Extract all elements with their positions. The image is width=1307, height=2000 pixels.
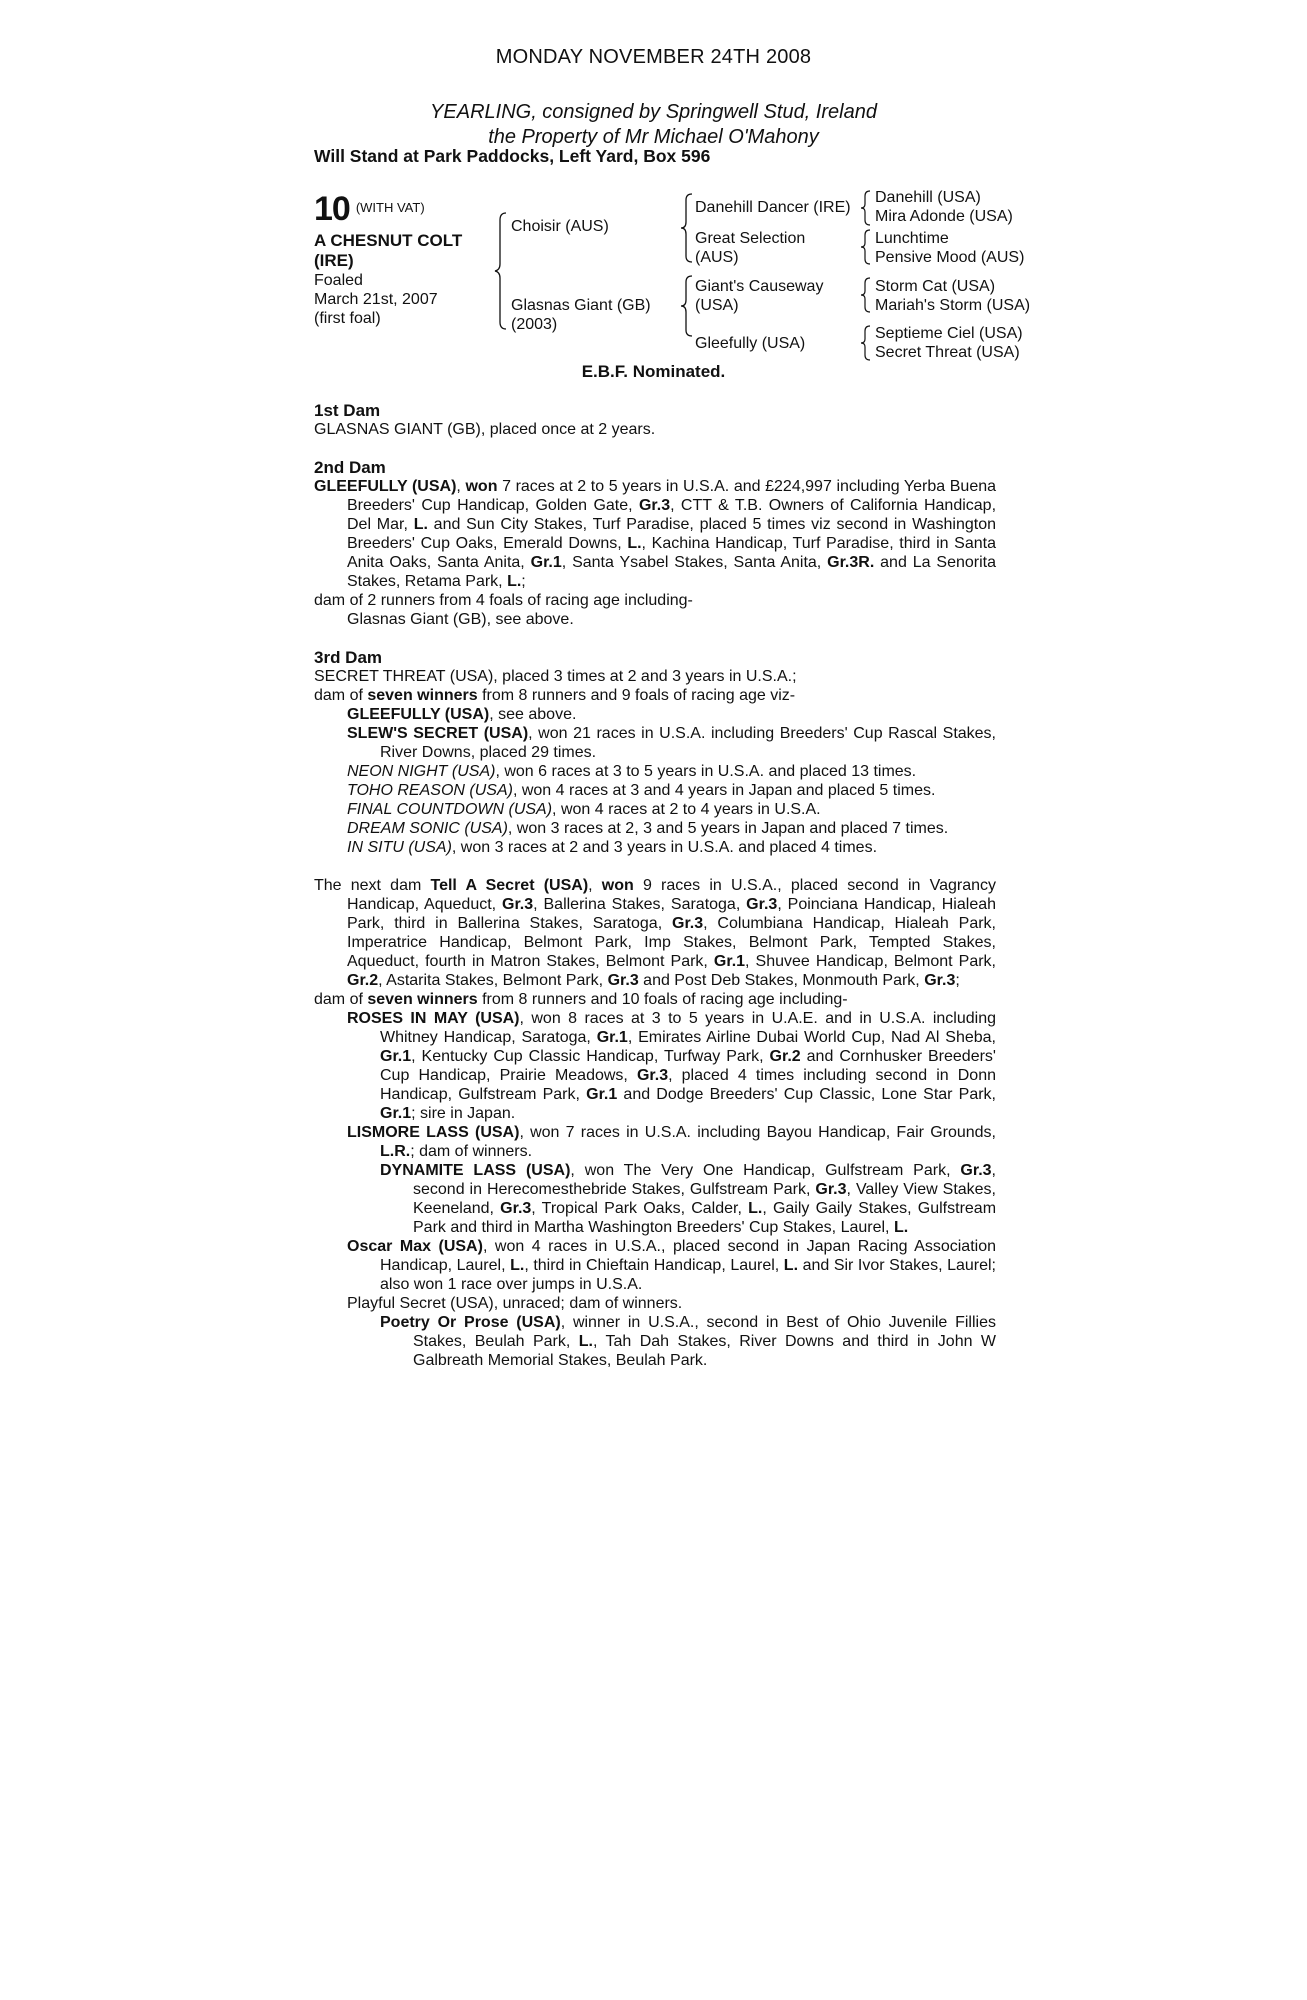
record-text: and Post Deb Stakes, Monmouth Park,	[638, 972, 925, 989]
owner-line: the Property of Mr Michael O'Mahony	[488, 126, 819, 148]
section-heading: 3rd Dam	[314, 648, 383, 667]
next-dam-section	[314, 876, 996, 1370]
grade: Gr.3	[638, 497, 671, 514]
lot-description	[314, 231, 494, 271]
brace-gen3-2	[860, 229, 872, 265]
record-text: , won 3 races at 2 and 3 years in U.S.A. and placed 4 times.	[451, 839, 878, 856]
pedigree-ancestor: Danehill (USA)	[875, 189, 981, 206]
progeny-entry: Playful Secret (USA), unraced; dam of winners.	[347, 1295, 683, 1312]
pedigree-ancestor: Storm Cat (USA)	[875, 278, 996, 295]
pedigree-dam-dam: Gleefully (USA)	[695, 335, 806, 352]
progeny-entry: Glasnas Giant (GB), see above.	[347, 611, 574, 628]
lot-description-line: (IRE)	[314, 251, 354, 270]
grade: Gr.3	[746, 896, 778, 913]
lot-info	[314, 190, 494, 328]
record-text: , Columbiana Handicap, Hialeah Park, Imperatrice Handicap, Belmont Park, Imp Stakes, Belmont Park, Tempted Stakes, Aqueduct, fourth in Matron Stakes, Belmont Park,	[347, 915, 996, 970]
foal-note: (first foal)	[314, 310, 381, 327]
record-text: from 8 runners and 10 foals of racing age including-	[477, 991, 848, 1008]
grade: L.R.	[380, 1143, 411, 1160]
pedigree-sire-dam-line: (AUS)	[695, 249, 739, 266]
horse-name: LISMORE LASS (USA)	[347, 1124, 520, 1141]
grade: L.	[510, 1257, 525, 1274]
pedigree-sire: Choisir (AUS)	[511, 218, 609, 235]
grade: Gr.1	[380, 1105, 412, 1122]
record-text: ; sire in Japan.	[411, 1105, 516, 1122]
vat-note: (WITH VAT)	[355, 200, 425, 215]
grade: Gr.1	[530, 554, 562, 571]
pedigree-sire-sire: Danehill Dancer (IRE)	[695, 199, 851, 216]
horse-name: DREAM SONIC (USA)	[347, 820, 508, 837]
record-text: , won 4 races in U.S.A., placed second in Japan Racing Association Handicap, Laurel,	[380, 1238, 996, 1274]
winners-count: seven winners	[367, 991, 478, 1008]
record-text: , Emirates Airline Dubai World Cup, Nad Al Sheba,	[627, 1029, 997, 1046]
pedigree-dam-sire-line: Giant's Causeway	[695, 278, 824, 295]
second-dam-section	[314, 458, 996, 629]
grade: Gr.3R.	[827, 554, 875, 571]
catalogue-body	[314, 401, 996, 1370]
pedigree-ancestor: Secret Threat (USA)	[875, 344, 1020, 361]
record-text: , Ballerina Stakes, Saratoga,	[533, 896, 747, 913]
horse-name: Tell A Secret (USA)	[430, 877, 589, 894]
grade: L.	[748, 1200, 763, 1217]
brace-gen3-4	[860, 325, 872, 361]
horse-name: SLEW'S SECRET (USA)	[347, 725, 529, 742]
pedigree-dam-year: (2003)	[511, 316, 558, 333]
pedigree-sire-dam-line: Great Selection	[695, 230, 806, 247]
pedigree-gen3-group-2	[875, 229, 1024, 267]
record-text: , Kentucky Cup Classic Handicap, Turfway Park,	[411, 1048, 770, 1065]
record-text: , Shuvee Handicap, Belmont Park,	[745, 953, 997, 970]
pedigree-ancestor: Mariah's Storm (USA)	[875, 297, 1031, 314]
record-text: and Dodge Breeders' Cup Classic, Lone Star Park,	[617, 1086, 997, 1103]
pedigree-gen3-group-3	[875, 277, 1030, 315]
grade: L.	[627, 535, 642, 552]
progeny-entry	[314, 800, 996, 819]
record-text: , Valley View Stakes, Keeneland,	[413, 1181, 996, 1217]
grade: Gr.1	[596, 1029, 628, 1046]
record-text: , won 6 races at 3 to 5 years in U.S.A. and placed 13 times.	[495, 763, 917, 780]
progeny-entry	[314, 705, 996, 724]
second-dam-record: GLEEFULLY (USA), won 7 races at 2 to 5 years in U.S.A. and £224,997 including Yerba Buena Breeders' Cup Handicap, Golden Gate, Gr.3, CTT & T.B. Owners of California Handicap, Del Mar, L. and Sun City Stakes, Turf Paradise, placed 5 times viz second in Washington Breeders' Cup Oaks, Emerald Downs, L., Kachina Handicap, Turf Paradise, third in Santa Anita Oaks, Santa Anita, Gr.1, Santa Ysabel Stakes, Santa Anita, Gr.3R. and La Senorita Stakes, Retama Park, L.;	[314, 478, 997, 590]
consignor-line: YEARLING, consigned by Springwell Stud, Ireland	[430, 101, 877, 123]
horse-name: NEON NIGHT (USA)	[347, 763, 496, 780]
grade: Gr.3	[672, 915, 704, 932]
pedigree-gen3-group-4	[875, 324, 1023, 362]
winners-count: seven winners	[367, 687, 478, 704]
won-word: won	[601, 877, 634, 894]
grade: L.	[783, 1257, 799, 1274]
record-text: dam of	[314, 991, 368, 1008]
grade: L.	[893, 1219, 909, 1236]
grade: L.	[413, 516, 428, 533]
record-text: , Tah Dah Stakes, River Downs and third in John W Galbreath Memorial Stakes, Beulah Park.	[413, 1333, 997, 1369]
horse-name: TOHO REASON (USA)	[347, 782, 513, 799]
dam-of-line	[314, 686, 996, 705]
grade: L.	[578, 1333, 593, 1350]
horse-name: FINAL COUNTDOWN (USA)	[347, 801, 553, 818]
lot-description-line: A CHESNUT COLT	[314, 231, 463, 250]
section-heading: 2nd Dam	[314, 458, 386, 477]
brace-gen3-3	[860, 277, 872, 313]
grand-progeny-entry	[314, 1313, 996, 1370]
grade: Gr.2	[769, 1048, 801, 1065]
record-text: 9 races in U.S.A., placed second in Vagrancy Handicap, Aqueduct,	[347, 877, 997, 913]
record-text: , Tropical Park Oaks, Calder,	[531, 1200, 749, 1217]
consignor-block	[0, 100, 1307, 150]
record-text: and Sun City Stakes, Turf Paradise, placed 5 times viz second in Washington Breeders' Cup Oaks, Emerald Downs,	[347, 516, 997, 552]
grade: Gr.3	[502, 896, 534, 913]
record-text: , won 21 races in U.S.A. including Breeders' Cup Rascal Stakes, River Downs, placed 29 times.	[380, 725, 997, 761]
grade: Gr.3	[815, 1181, 847, 1198]
record-text: , won 8 races at 3 to 5 years in U.A.E. and in U.S.A. including Whitney Handicap, Saratoga,	[380, 1010, 997, 1046]
next-dam-record: The next dam Tell A Secret (USA), won 9 races in U.S.A., placed second in Vagrancy Handicap, Aqueduct, Gr.3, Ballerina Stakes, Saratoga, Gr.3, Poinciana Handicap, Hialeah Park, third in Ballerina Stakes, Saratoga, Gr.3, Columbiana Handicap, Hialeah Park, Imperatrice Handicap, Belmont Park, Imp Stakes, Belmont Park, Tempted Stakes, Aqueduct, fourth in Matron Stakes, Belmont Park, Gr.1, Shuvee Handicap, Belmont Park, Gr.2, Astarita Stakes, Belmont Park, Gr.3 and Post Deb Stakes, Monmouth Park, Gr.3;	[314, 877, 997, 989]
grade: Gr.3	[960, 1162, 992, 1179]
record-text: , Gaily Gaily Stakes, Gulfstream Park and third in Martha Washington Breeders' Cup Stakes, Laurel,	[413, 1200, 997, 1236]
grade: Gr.3	[500, 1200, 532, 1217]
foaled-label: Foaled	[314, 272, 363, 289]
record-text: dam of	[314, 687, 368, 704]
brace-gen3-1	[860, 190, 872, 226]
first-dam-text: GLASNAS GIANT (GB), placed once at 2 years.	[314, 421, 656, 438]
pedigree-dam-sire	[695, 277, 823, 315]
grade: Gr.3	[636, 1067, 669, 1084]
horse-name: Poetry Or Prose (USA)	[380, 1314, 561, 1331]
record-text: , Kachina Handicap, Turf Paradise, third in Santa Anita Oaks, Santa Anita,	[347, 535, 996, 571]
grade: Gr.1	[586, 1086, 618, 1103]
progeny-entry	[314, 781, 996, 800]
record-text: , Astarita Stakes, Belmont Park,	[378, 972, 608, 989]
record-text: , CTT & T.B. Owners of California Handicap, Del Mar,	[347, 497, 997, 533]
won-word: won	[465, 478, 498, 495]
dam-of-line: dam of 2 runners from 4 foals of racing age including-	[314, 592, 693, 609]
record-text: , third in Chieftain Handicap, Laurel,	[524, 1257, 784, 1274]
record-text: ;	[955, 972, 960, 989]
record-text: , winner in U.S.A., second in Best of Ohio Juvenile Fillies Stakes, Beulah Park,	[413, 1314, 996, 1350]
pedigree-ancestor: Septieme Ciel (USA)	[875, 325, 1023, 342]
horse-name: GLEEFULLY (USA)	[314, 478, 457, 495]
progeny-entry	[314, 724, 996, 762]
horse-name: Oscar Max (USA)	[347, 1238, 483, 1255]
progeny-entry	[314, 838, 996, 857]
record-text: ; dam of winners.	[410, 1143, 533, 1160]
record-text: , Poinciana Handicap, Hialeah Park, third in Ballerina Stakes, Saratoga,	[347, 896, 997, 932]
horse-name: GLEEFULLY (USA)	[347, 706, 490, 723]
record-text: and Cornhusker Breeders' Cup Handicap, Prairie Meadows,	[380, 1048, 996, 1084]
stand-location: Will Stand at Park Paddocks, Left Yard, Box 596	[314, 146, 711, 166]
pedigree-dam-sire-line: (USA)	[695, 297, 739, 314]
record-text: and Sir Ivor Stakes, Laurel; also won 1 race over jumps in U.S.A.	[380, 1257, 997, 1293]
pedigree-sire-dam	[695, 229, 805, 267]
third-dam-section	[314, 648, 996, 857]
pedigree-ancestor: Mira Adonde (USA)	[875, 208, 1013, 225]
foaled-date: March 21st, 2007	[314, 291, 438, 308]
progeny-entry	[314, 1009, 996, 1123]
pedigree-dam-name: Glasnas Giant (GB)	[511, 297, 651, 314]
pedigree-ancestor: Pensive Mood (AUS)	[875, 249, 1025, 266]
grand-progeny-entry	[314, 1161, 996, 1237]
horse-name: ROSES IN MAY (USA)	[347, 1010, 520, 1027]
record-text: , won The Very One Handicap, Gulfstream Park,	[570, 1162, 961, 1179]
grade: Gr.3	[607, 972, 639, 989]
section-heading: 1st Dam	[314, 401, 381, 420]
record-text: , won 4 races at 3 and 4 years in Japan and placed 5 times.	[512, 782, 936, 799]
pedigree-gen3-group-1	[875, 188, 1013, 226]
record-text: 7 races at 2 to 5 years in U.S.A. and £224,997 including Yerba Buena Breeders' Cup Handicap, Golden Gate,	[347, 478, 997, 514]
brace-gen1	[494, 212, 508, 330]
grade: L.	[507, 573, 522, 590]
record-text: , won 3 races at 2, 3 and 5 years in Japan and placed 7 times.	[507, 820, 949, 837]
brace-gen2-dam	[680, 275, 694, 337]
third-dam-text: SECRET THREAT (USA), placed 3 times at 2 and 3 years in U.S.A.;	[314, 668, 797, 685]
horse-name: DYNAMITE LASS (USA)	[380, 1162, 571, 1179]
pedigree-dam	[511, 296, 651, 334]
record-text: , won 7 races in U.S.A. including Bayou Handicap, Fair Grounds,	[519, 1124, 997, 1141]
record-text: , Santa Ysabel Stakes, Santa Anita,	[561, 554, 828, 571]
record-text: , see above.	[489, 706, 577, 723]
sale-date: MONDAY NOVEMBER 24TH 2008	[495, 46, 812, 68]
grade: Gr.2	[347, 972, 379, 989]
progeny-entry	[314, 1237, 996, 1294]
progeny-entry	[314, 1123, 996, 1161]
first-dam-section	[314, 401, 996, 439]
grade: Gr.1	[380, 1048, 412, 1065]
lot-number: 10	[314, 190, 350, 228]
grade: Gr.3	[924, 972, 956, 989]
ebf-nomination: E.B.F. Nominated.	[581, 362, 726, 381]
record-text: , placed 4 times including second in Donn Handicap, Gulfstream Park,	[380, 1067, 996, 1103]
brace-gen2-sire	[680, 193, 694, 263]
record-text: , won 4 races at 2 to 4 years in U.S.A.	[552, 801, 821, 818]
record-text: and La Senorita Stakes, Retama Park,	[347, 554, 997, 590]
pedigree-ancestor: Lunchtime	[875, 230, 949, 247]
record-text: ;	[521, 573, 526, 590]
record-text: from 8 runners and 9 foals of racing age viz-	[477, 687, 796, 704]
progeny-entry	[314, 762, 996, 781]
dam-of-line	[314, 990, 996, 1009]
grade: Gr.1	[713, 953, 746, 970]
horse-name: IN SITU (USA)	[347, 839, 452, 856]
record-text: , second in Herecomesthebride Stakes, Gulfstream Park,	[413, 1162, 996, 1198]
progeny-entry	[314, 819, 996, 838]
record-text: The next dam	[314, 877, 431, 894]
